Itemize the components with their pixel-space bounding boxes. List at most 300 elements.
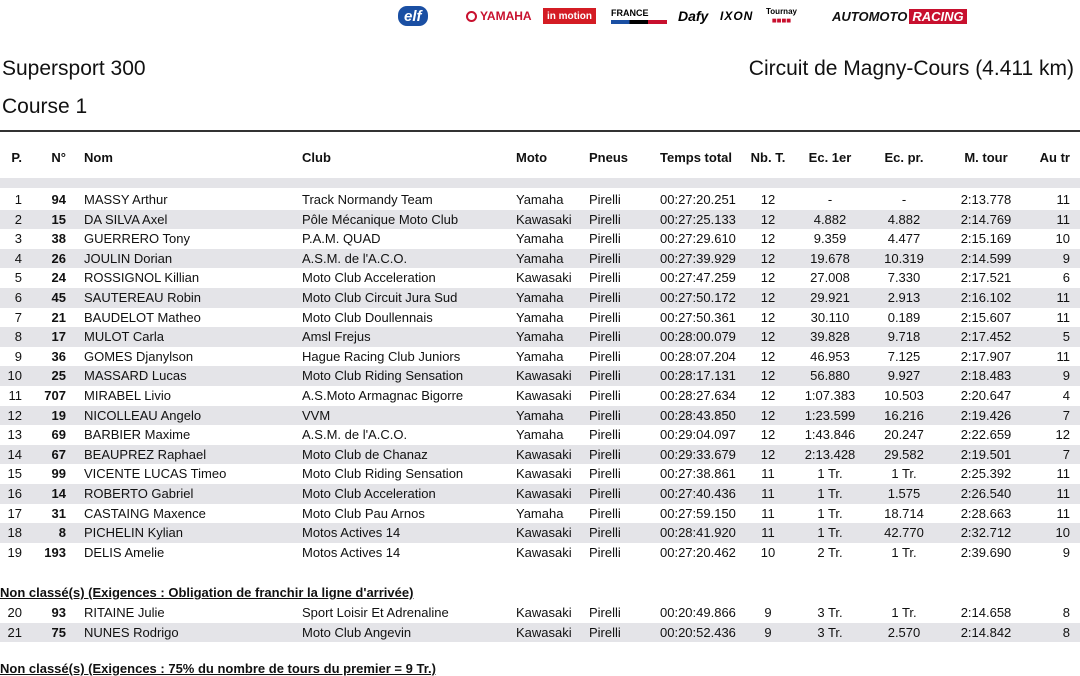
- cell-laps: 11: [761, 525, 775, 541]
- cell-gap-prev: 10.319: [884, 250, 924, 266]
- cell-moto: Yamaha: [516, 348, 564, 364]
- cell-pos: 14: [7, 446, 22, 462]
- not-classified-heading-2: Non classé(s) (Exigences : 75% du nombre de tours du premier = 9 Tr.): [0, 661, 436, 676]
- cell-on-lap: 11: [1056, 485, 1070, 501]
- cell-name: JOULIN Dorian: [84, 250, 173, 266]
- cell-gap-prev: 29.582: [884, 446, 924, 462]
- cell-tyre: Pirelli: [589, 466, 621, 482]
- cell-pos: 18: [7, 525, 22, 541]
- cell-club: A.S.M. de l'A.C.O.: [302, 250, 408, 266]
- category-title: Supersport 300: [2, 57, 146, 80]
- cell-gap-prev: 4.882: [887, 211, 921, 227]
- cell-best-lap: 2:14.769: [960, 211, 1012, 227]
- cell-laps: 12: [760, 211, 776, 227]
- table-row: [0, 229, 1080, 249]
- col-best-lap: M. tour: [964, 150, 1008, 165]
- cell-moto: Kawasaki: [516, 544, 572, 560]
- cell-time: 00:27:39.929: [660, 250, 736, 266]
- france-logo: [611, 5, 667, 27]
- cell-gap-first: 1:07.383: [804, 387, 856, 403]
- cell-on-lap: 11: [1056, 505, 1070, 521]
- cell-pos: 15: [7, 466, 22, 482]
- cell-pos: 2: [14, 211, 22, 227]
- cell-gap-prev: 1 Tr.: [891, 466, 917, 482]
- cell-on-lap: 6: [1062, 270, 1070, 286]
- cell-gap-first: 1 Tr.: [817, 485, 843, 501]
- cell-club: A.S.Moto Armagnac Bigorre: [302, 387, 464, 403]
- cell-best-lap: 2:17.521: [960, 270, 1012, 286]
- cell-tyre: Pirelli: [589, 368, 621, 384]
- table-row: [0, 464, 1080, 484]
- cell-tyre: Pirelli: [589, 624, 621, 640]
- cell-time: 00:28:07.204: [660, 348, 736, 364]
- table-row: [0, 249, 1080, 269]
- table-row: [0, 445, 1080, 465]
- cell-num: 93: [51, 605, 66, 620]
- cell-tyre: Pirelli: [589, 485, 621, 501]
- cell-moto: Kawasaki: [516, 368, 572, 384]
- cell-num: 8: [58, 525, 66, 541]
- table-header: [0, 150, 1080, 170]
- cell-gap-first: 2:13.428: [804, 446, 856, 462]
- cell-gap-first: 2 Tr.: [817, 544, 843, 560]
- racing-text: RACING: [909, 9, 966, 24]
- col-laps: Nb. T.: [750, 150, 786, 165]
- cell-laps: 12: [760, 446, 776, 462]
- cell-club: Hague Racing Club Juniors: [302, 348, 461, 364]
- cell-name: DA SILVA Axel: [84, 211, 168, 227]
- cell-name: NUNES Rodrigo: [84, 624, 179, 640]
- cell-moto: Kawasaki: [516, 485, 572, 501]
- cell-gap-prev: 9.927: [887, 368, 921, 384]
- cell-time: 00:27:40.436: [660, 485, 736, 501]
- cell-best-lap: 2:13.778: [960, 192, 1012, 207]
- cell-club: Track Normandy Team: [302, 192, 433, 207]
- cell-name: ROSSIGNOL Killian: [84, 270, 200, 286]
- inmotion-logo: in motion: [543, 8, 596, 24]
- yamaha-logo: [466, 6, 532, 26]
- cell-gap-prev: 7.125: [887, 348, 921, 364]
- table-row: [0, 190, 1080, 210]
- cell-gap-prev: 2.913: [887, 289, 921, 305]
- col-num: N°: [51, 150, 66, 165]
- race-title: Course 1: [2, 95, 88, 118]
- cell-club: P.A.M. QUAD: [302, 231, 381, 247]
- cell-laps: 12: [760, 192, 776, 207]
- cell-num: 25: [51, 368, 66, 384]
- automoto-text: AUTOMOTO: [832, 8, 908, 24]
- cell-gap-first: 46.953: [810, 348, 850, 364]
- cell-pos: 5: [14, 270, 22, 286]
- col-time: Temps total: [660, 150, 732, 165]
- cell-name: ROBERTO Gabriel: [84, 485, 194, 501]
- cell-tyre: Pirelli: [589, 250, 621, 266]
- table-row: [0, 327, 1080, 347]
- cell-gap-prev: 7.330: [887, 270, 921, 286]
- cell-on-lap: 12: [1055, 427, 1070, 443]
- cell-laps: 12: [760, 427, 776, 443]
- cell-club: Motos Actives 14: [302, 525, 401, 541]
- cell-club: Moto Club Acceleration: [302, 270, 436, 286]
- cell-time: 00:27:50.172: [660, 289, 736, 305]
- tricolor-bar-icon: [611, 20, 667, 24]
- cell-moto: Kawasaki: [516, 211, 572, 227]
- cell-name: SAUTEREAU Robin: [84, 289, 202, 305]
- cell-gap-first: 4.882: [813, 211, 847, 227]
- cell-moto: Yamaha: [516, 231, 564, 247]
- cell-moto: Kawasaki: [516, 605, 572, 620]
- cell-laps: 10: [760, 544, 776, 560]
- cell-name: BAUDELOT Matheo: [84, 309, 201, 325]
- cell-gap-first: 1:23.599: [804, 407, 856, 423]
- cell-gap-first: 27.008: [810, 270, 850, 286]
- cell-gap-first: 3 Tr.: [817, 624, 843, 640]
- cell-best-lap: 2:20.647: [960, 387, 1012, 403]
- cell-time: 00:27:50.361: [660, 309, 736, 325]
- cell-best-lap: 2:22.659: [960, 427, 1012, 443]
- cell-pos: 17: [7, 505, 22, 521]
- cell-gap-first: 1 Tr.: [817, 466, 843, 482]
- cell-on-lap: 5: [1062, 329, 1070, 345]
- cell-laps: 12: [760, 270, 776, 286]
- cell-name: DELIS Amelie: [84, 544, 165, 560]
- col-club: Club: [302, 150, 331, 165]
- cell-club: Moto Club Riding Sensation: [302, 368, 464, 384]
- cell-time: 00:27:38.861: [660, 466, 736, 482]
- cell-laps: 12: [760, 368, 776, 384]
- cell-name: NICOLLEAU Angelo: [84, 407, 202, 423]
- yamaha-logo-text: YAMAHA: [480, 9, 532, 23]
- cell-laps: 12: [760, 387, 776, 403]
- cell-time: 00:28:43.850: [660, 407, 736, 423]
- cell-name: VICENTE LUCAS Timeo: [84, 466, 227, 482]
- cell-on-lap: 7: [1062, 407, 1070, 423]
- cell-laps: 11: [761, 466, 775, 482]
- cell-club: A.S.M. de l'A.C.O.: [302, 427, 408, 443]
- cell-time: 00:27:20.251: [660, 192, 736, 207]
- cell-gap-first: 19.678: [810, 250, 850, 266]
- cell-moto: Yamaha: [516, 427, 564, 443]
- table-row: [0, 347, 1080, 367]
- cell-gap-first: 39.828: [810, 329, 850, 345]
- cell-moto: Kawasaki: [516, 387, 572, 403]
- table-row: [0, 523, 1080, 543]
- cell-tyre: Pirelli: [589, 348, 621, 364]
- automoto-racing-logo: [832, 6, 967, 26]
- sponsor-banner: [0, 4, 1080, 28]
- cell-name: GOMES Djanylson: [84, 348, 194, 364]
- cell-tyre: Pirelli: [589, 211, 621, 227]
- cell-pos: 7: [14, 309, 22, 325]
- cell-moto: Yamaha: [516, 505, 564, 521]
- tournay-logo-text: Tournay: [766, 7, 797, 16]
- cell-gap-prev: 20.247: [884, 427, 924, 443]
- cell-gap-prev: 4.477: [887, 231, 921, 247]
- cell-num: 24: [51, 270, 66, 286]
- cell-name: MIRABEL Livio: [84, 387, 171, 403]
- cell-pos: 21: [7, 624, 22, 640]
- cell-pos: 16: [7, 485, 22, 501]
- cell-time: 00:28:00.079: [660, 329, 736, 345]
- cell-moto: Kawasaki: [516, 525, 572, 541]
- cell-pos: 19: [7, 544, 22, 560]
- cell-laps: 12: [760, 309, 776, 325]
- cell-tyre: Pirelli: [589, 605, 621, 620]
- cell-pos: 1: [14, 192, 22, 207]
- table-row: [0, 543, 1080, 563]
- circuit-title: Circuit de Magny-Cours (4.411 km): [748, 57, 1074, 80]
- cell-tyre: Pirelli: [589, 289, 621, 305]
- cell-on-lap: 11: [1056, 348, 1070, 364]
- cell-pos: 10: [7, 368, 22, 384]
- col-on-lap: Au tr: [1039, 150, 1070, 165]
- cell-time: 00:27:59.150: [660, 505, 736, 521]
- table-row: [0, 288, 1080, 308]
- cell-best-lap: 2:15.169: [960, 231, 1012, 247]
- cell-laps: 12: [760, 407, 776, 423]
- col-moto: Moto: [516, 150, 548, 165]
- cell-name: PICHELIN Kylian: [84, 525, 183, 541]
- col-pos: P.: [11, 150, 22, 165]
- cell-name: RITAINE Julie: [84, 605, 165, 620]
- cell-club: Moto Club Circuit Jura Sud: [302, 289, 458, 305]
- table-row: [0, 366, 1080, 386]
- cell-best-lap: 2:19.501: [960, 446, 1012, 462]
- cell-laps: 11: [761, 505, 775, 521]
- cell-gap-first: 3 Tr.: [817, 605, 843, 620]
- cell-on-lap: 7: [1062, 446, 1070, 462]
- cell-time: 00:20:49.866: [660, 605, 736, 620]
- elf-logo: elf: [398, 6, 428, 26]
- cell-pos: 6: [14, 289, 22, 305]
- cell-on-lap: 11: [1056, 211, 1070, 227]
- col-gap-first: Ec. 1er: [808, 150, 852, 165]
- cell-time: 00:20:52.436: [660, 624, 736, 640]
- cell-gap-first: 9.359: [813, 231, 847, 247]
- cell-tyre: Pirelli: [589, 192, 621, 207]
- cell-gap-first: 56.880: [810, 368, 850, 384]
- cell-time: 00:29:04.097: [660, 427, 736, 443]
- cell-club: Moto Club Acceleration: [302, 485, 436, 501]
- cell-name: MASSARD Lucas: [84, 368, 187, 384]
- cell-moto: Yamaha: [516, 289, 564, 305]
- cell-on-lap: 8: [1062, 605, 1070, 620]
- cell-on-lap: 8: [1062, 624, 1070, 640]
- tournay-logo-mark-icon: ■■■■: [771, 16, 792, 25]
- cell-laps: 12: [760, 289, 776, 305]
- cell-best-lap: 2:39.690: [960, 544, 1012, 560]
- cell-gap-prev: 1.575: [887, 485, 921, 501]
- col-gap-prev: Ec. pr.: [884, 150, 924, 165]
- cell-best-lap: 2:14.599: [960, 250, 1012, 266]
- cell-pos: 12: [7, 407, 22, 423]
- cell-num: 707: [44, 387, 66, 403]
- cell-pos: 9: [14, 348, 22, 364]
- cell-moto: Yamaha: [516, 192, 564, 207]
- cell-pos: 13: [7, 427, 22, 443]
- cell-time: 00:27:20.462: [660, 544, 736, 560]
- cell-time: 00:27:29.610: [660, 231, 736, 247]
- cell-club: Pôle Mécanique Moto Club: [302, 211, 459, 227]
- cell-moto: Yamaha: [516, 407, 564, 423]
- cell-laps: 9: [764, 624, 772, 640]
- table-row: [0, 406, 1080, 426]
- cell-tyre: Pirelli: [589, 505, 621, 521]
- cell-num: 94: [51, 192, 66, 207]
- cell-num: 45: [51, 289, 66, 305]
- cell-name: BEAUPREZ Raphael: [84, 446, 207, 462]
- cell-num: 17: [51, 329, 66, 345]
- cell-gap-prev: 18.714: [884, 505, 924, 521]
- cell-moto: Kawasaki: [516, 466, 572, 482]
- cell-tyre: Pirelli: [589, 329, 621, 345]
- cell-num: 193: [44, 544, 66, 560]
- cell-name: MULOT Carla: [84, 329, 164, 345]
- cell-on-lap: 9: [1062, 250, 1070, 266]
- cell-tyre: Pirelli: [589, 407, 621, 423]
- col-name: Nom: [84, 150, 113, 165]
- cell-best-lap: 2:28.663: [960, 505, 1012, 521]
- cell-num: 38: [51, 231, 66, 247]
- cell-club: VVM: [302, 407, 331, 423]
- dafy-logo: Dafy: [678, 8, 709, 24]
- cell-tyre: Pirelli: [589, 544, 621, 560]
- cell-gap-prev: 0.189: [887, 309, 921, 325]
- cell-tyre: Pirelli: [589, 231, 621, 247]
- france-logo-text: FRANCE: [611, 7, 649, 18]
- cell-on-lap: 9: [1062, 368, 1070, 384]
- cell-gap-first: 29.921: [810, 289, 850, 305]
- not-classified-heading-1: Non classé(s) (Exigences : Obligation de franchir la ligne d'arrivée): [0, 585, 414, 600]
- cell-num: 19: [51, 407, 66, 423]
- cell-gap-first: 1 Tr.: [817, 505, 843, 521]
- cell-pos: 4: [14, 250, 22, 266]
- cell-num: 15: [51, 211, 66, 227]
- cell-moto: Kawasaki: [516, 446, 572, 462]
- cell-on-lap: 11: [1056, 192, 1070, 207]
- cell-num: 69: [51, 427, 66, 443]
- table-row: [0, 504, 1080, 524]
- cell-num: 36: [51, 348, 66, 364]
- cell-laps: 12: [760, 231, 776, 247]
- cell-club: Motos Actives 14: [302, 544, 401, 560]
- not-classified-results: [0, 603, 1080, 642]
- cell-tyre: Pirelli: [589, 309, 621, 325]
- cell-best-lap: 2:14.658: [960, 605, 1012, 620]
- cell-on-lap: 11: [1056, 309, 1070, 325]
- cell-on-lap: 11: [1056, 289, 1070, 305]
- cell-pos: 11: [8, 387, 22, 403]
- cell-num: 99: [51, 466, 66, 482]
- cell-club: Sport Loisir Et Adrenaline: [302, 605, 449, 620]
- ixon-logo: IXON: [720, 9, 754, 23]
- cell-laps: 12: [760, 250, 776, 266]
- cell-tyre: Pirelli: [589, 525, 621, 541]
- cell-num: 14: [51, 485, 66, 501]
- cell-laps: 12: [760, 329, 776, 345]
- cell-num: 26: [51, 250, 66, 266]
- cell-best-lap: 2:18.483: [960, 368, 1012, 384]
- cell-time: 00:29:33.679: [660, 446, 736, 462]
- table-row: [0, 484, 1080, 504]
- cell-club: Moto Club de Chanaz: [302, 446, 428, 462]
- cell-club: Moto Club Angevin: [302, 624, 412, 640]
- cell-on-lap: 4: [1062, 387, 1070, 403]
- cell-gap-first: 30.110: [810, 309, 850, 325]
- cell-tyre: Pirelli: [589, 427, 621, 443]
- cell-pos: 3: [14, 231, 22, 247]
- cell-num: 75: [51, 624, 66, 640]
- cell-club: Moto Club Doullennais: [302, 309, 433, 325]
- cell-on-lap: 11: [1056, 466, 1070, 482]
- cell-gap-prev: 16.216: [884, 407, 924, 423]
- cell-tyre: Pirelli: [589, 387, 621, 403]
- cell-moto: Yamaha: [516, 250, 564, 266]
- cell-gap-prev: 10.503: [884, 387, 924, 403]
- cell-name: BARBIER Maxime: [84, 427, 191, 443]
- cell-gap-prev: 9.718: [887, 329, 921, 345]
- cell-tyre: Pirelli: [589, 270, 621, 286]
- cell-best-lap: 2:32.712: [960, 525, 1012, 541]
- cell-laps: 9: [764, 605, 772, 620]
- col-tyre: Pneus: [589, 150, 629, 165]
- table-row: [0, 623, 1080, 643]
- tournay-logo: [766, 5, 797, 27]
- table-separator: [0, 178, 1080, 188]
- cell-tyre: Pirelli: [589, 446, 621, 462]
- yamaha-emblem-icon: [466, 11, 477, 22]
- table-row: [0, 386, 1080, 406]
- cell-gap-first: 1:43.846: [804, 427, 856, 443]
- cell-gap-prev: 1 Tr.: [891, 605, 917, 620]
- cell-gap-prev: 1 Tr.: [891, 544, 917, 560]
- cell-moto: Yamaha: [516, 329, 564, 345]
- header-divider: [0, 130, 1080, 132]
- cell-on-lap: 9: [1062, 544, 1070, 560]
- cell-num: 31: [51, 505, 66, 521]
- cell-name: CASTAING Maxence: [84, 505, 206, 521]
- cell-pos: 8: [14, 329, 22, 345]
- cell-time: 00:27:47.259: [660, 270, 736, 286]
- cell-laps: 12: [760, 348, 776, 364]
- cell-gap-prev: -: [901, 192, 907, 207]
- cell-num: 21: [51, 309, 66, 325]
- cell-best-lap: 2:17.452: [960, 329, 1012, 345]
- cell-club: Amsl Frejus: [302, 329, 371, 345]
- table-row: [0, 425, 1080, 445]
- table-row: [0, 268, 1080, 288]
- cell-club: Moto Club Pau Arnos: [302, 505, 425, 521]
- cell-best-lap: 2:16.102: [960, 289, 1012, 305]
- cell-pos: 20: [7, 605, 22, 620]
- cell-laps: 11: [761, 485, 775, 501]
- classified-results: [0, 190, 1080, 562]
- cell-gap-prev: 42.770: [884, 525, 924, 541]
- cell-best-lap: 2:26.540: [960, 485, 1012, 501]
- table-row: [0, 603, 1080, 623]
- cell-moto: Kawasaki: [516, 624, 572, 640]
- cell-moto: Yamaha: [516, 309, 564, 325]
- cell-gap-prev: 2.570: [887, 624, 921, 640]
- cell-gap-first: -: [827, 192, 833, 207]
- table-row: [0, 308, 1080, 328]
- cell-time: 00:27:25.133: [660, 211, 736, 227]
- cell-name: MASSY Arthur: [84, 192, 168, 207]
- cell-time: 00:28:27.634: [660, 387, 736, 403]
- cell-gap-first: 1 Tr.: [817, 525, 843, 541]
- cell-on-lap: 10: [1055, 231, 1070, 247]
- cell-best-lap: 2:14.842: [960, 624, 1012, 640]
